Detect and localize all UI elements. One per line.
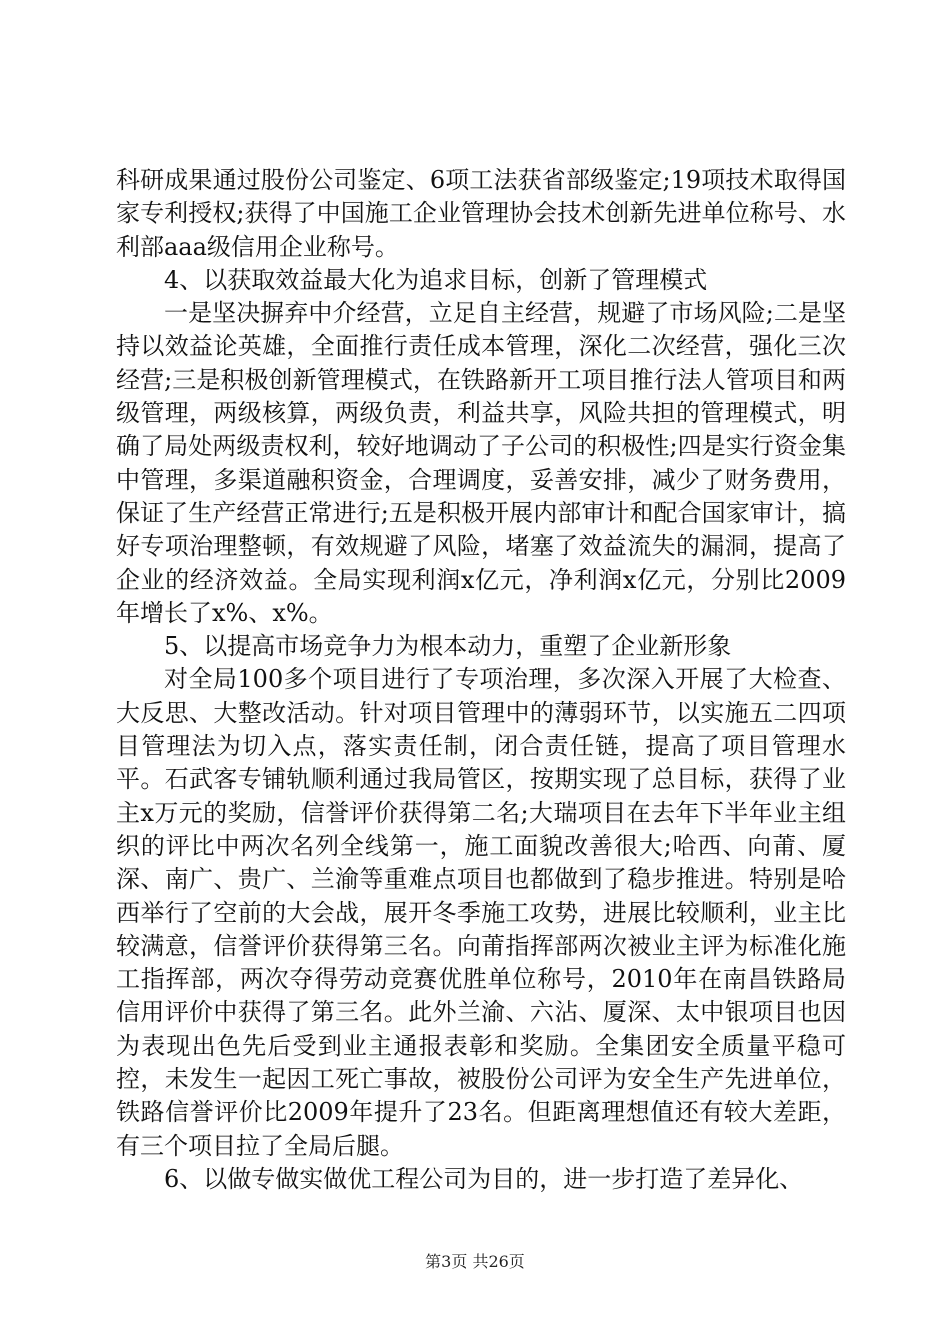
paragraph-competitiveness: 对全局100多个项目进行了专项治理，多次深入开展了大检查、大反思、大整改活动。针对项目管理中的薄弱环节，以实施五二四项目管理法为切入点，落实责任制，闭合责任链，提高了项目管理水平。石武客专铺轨顺利通过我局管区，按期实现了总目标，获得了业主x万元的奖励，信誉评价获得第二名;大瑞项目在去年下半年业主组织的评比中两次名列全线第一，施工面貌改善很大;哈西、向莆、厦深、南广、贵广、兰渝等重难点项目也都做到了稳步推进。特别是哈西举行了空前的大会战，展开冬季施工攻势，进展比较顺利，业主比较满意，信誉评价获得第三名。向莆指挥部两次被业主评为标准化施工指挥部，两次夺得劳动竞赛优胜单位称号，2010年在南昌铁路局信用评价中获得了第三名。此外兰渝、六沾、厦深、太中银项目也因为表现出色先后受到业主通报表彰和奖励。全集团安全质量平稳可控，未发生一起因工死亡事故，被股份公司评为安全生产先进单位，铁路信誉评价比2009年提升了23名。但距离理想值还有较大差距，有三个项目拉了全局后腿。 — [116, 665, 846, 1160]
page-number-footer: 第3页 共26页 — [425, 1252, 525, 1271]
paragraph-management: 一是坚决摒弃中介经营，立足自主经营，规避了市场风险;二是坚持以效益论英雄，全面推行责任成本管理，深化二次经营，强化三次经营;三是积极创新管理模式，在铁路新开工项目推行法人管项目和两级管理，两级核算，两级负责，利益共享，风险共担的管理模式，明确了局处两级责权利，较好地调动了子公司的积极性;四是实行资金集中管理，多渠道融积资金，合理调度，妥善安排，减少了财务费用，保证了生产经营正常进行;五是积极开展内部审计和配合国家审计，搞好专项治理整顿，有效规避了风险，堵塞了效益流失的漏洞，提高了企业的经济效益。全局实现利润x亿元，净利润x亿元，分别比2009年增长了x%、x%。 — [116, 299, 846, 627]
section-heading-4: 4、以获取效益最大化为追求目标，创新了管理模式 — [164, 265, 708, 294]
paragraph-continuation: 科研成果通过股份公司鉴定、6项工法获省部级鉴定;19项技术取得国家专利授权;获得了中国施工企业管理协会技术创新先进单位称号、水利部aaa级信用企业称号。 — [116, 166, 846, 261]
section-heading-5: 5、以提高市场竞争力为根本动力，重塑了企业新形象 — [164, 632, 732, 661]
section-heading-6: 6、以做专做实做优工程公司为目的，进一步打造了差异化、 — [164, 1164, 804, 1193]
document-body — [116, 164, 846, 1196]
